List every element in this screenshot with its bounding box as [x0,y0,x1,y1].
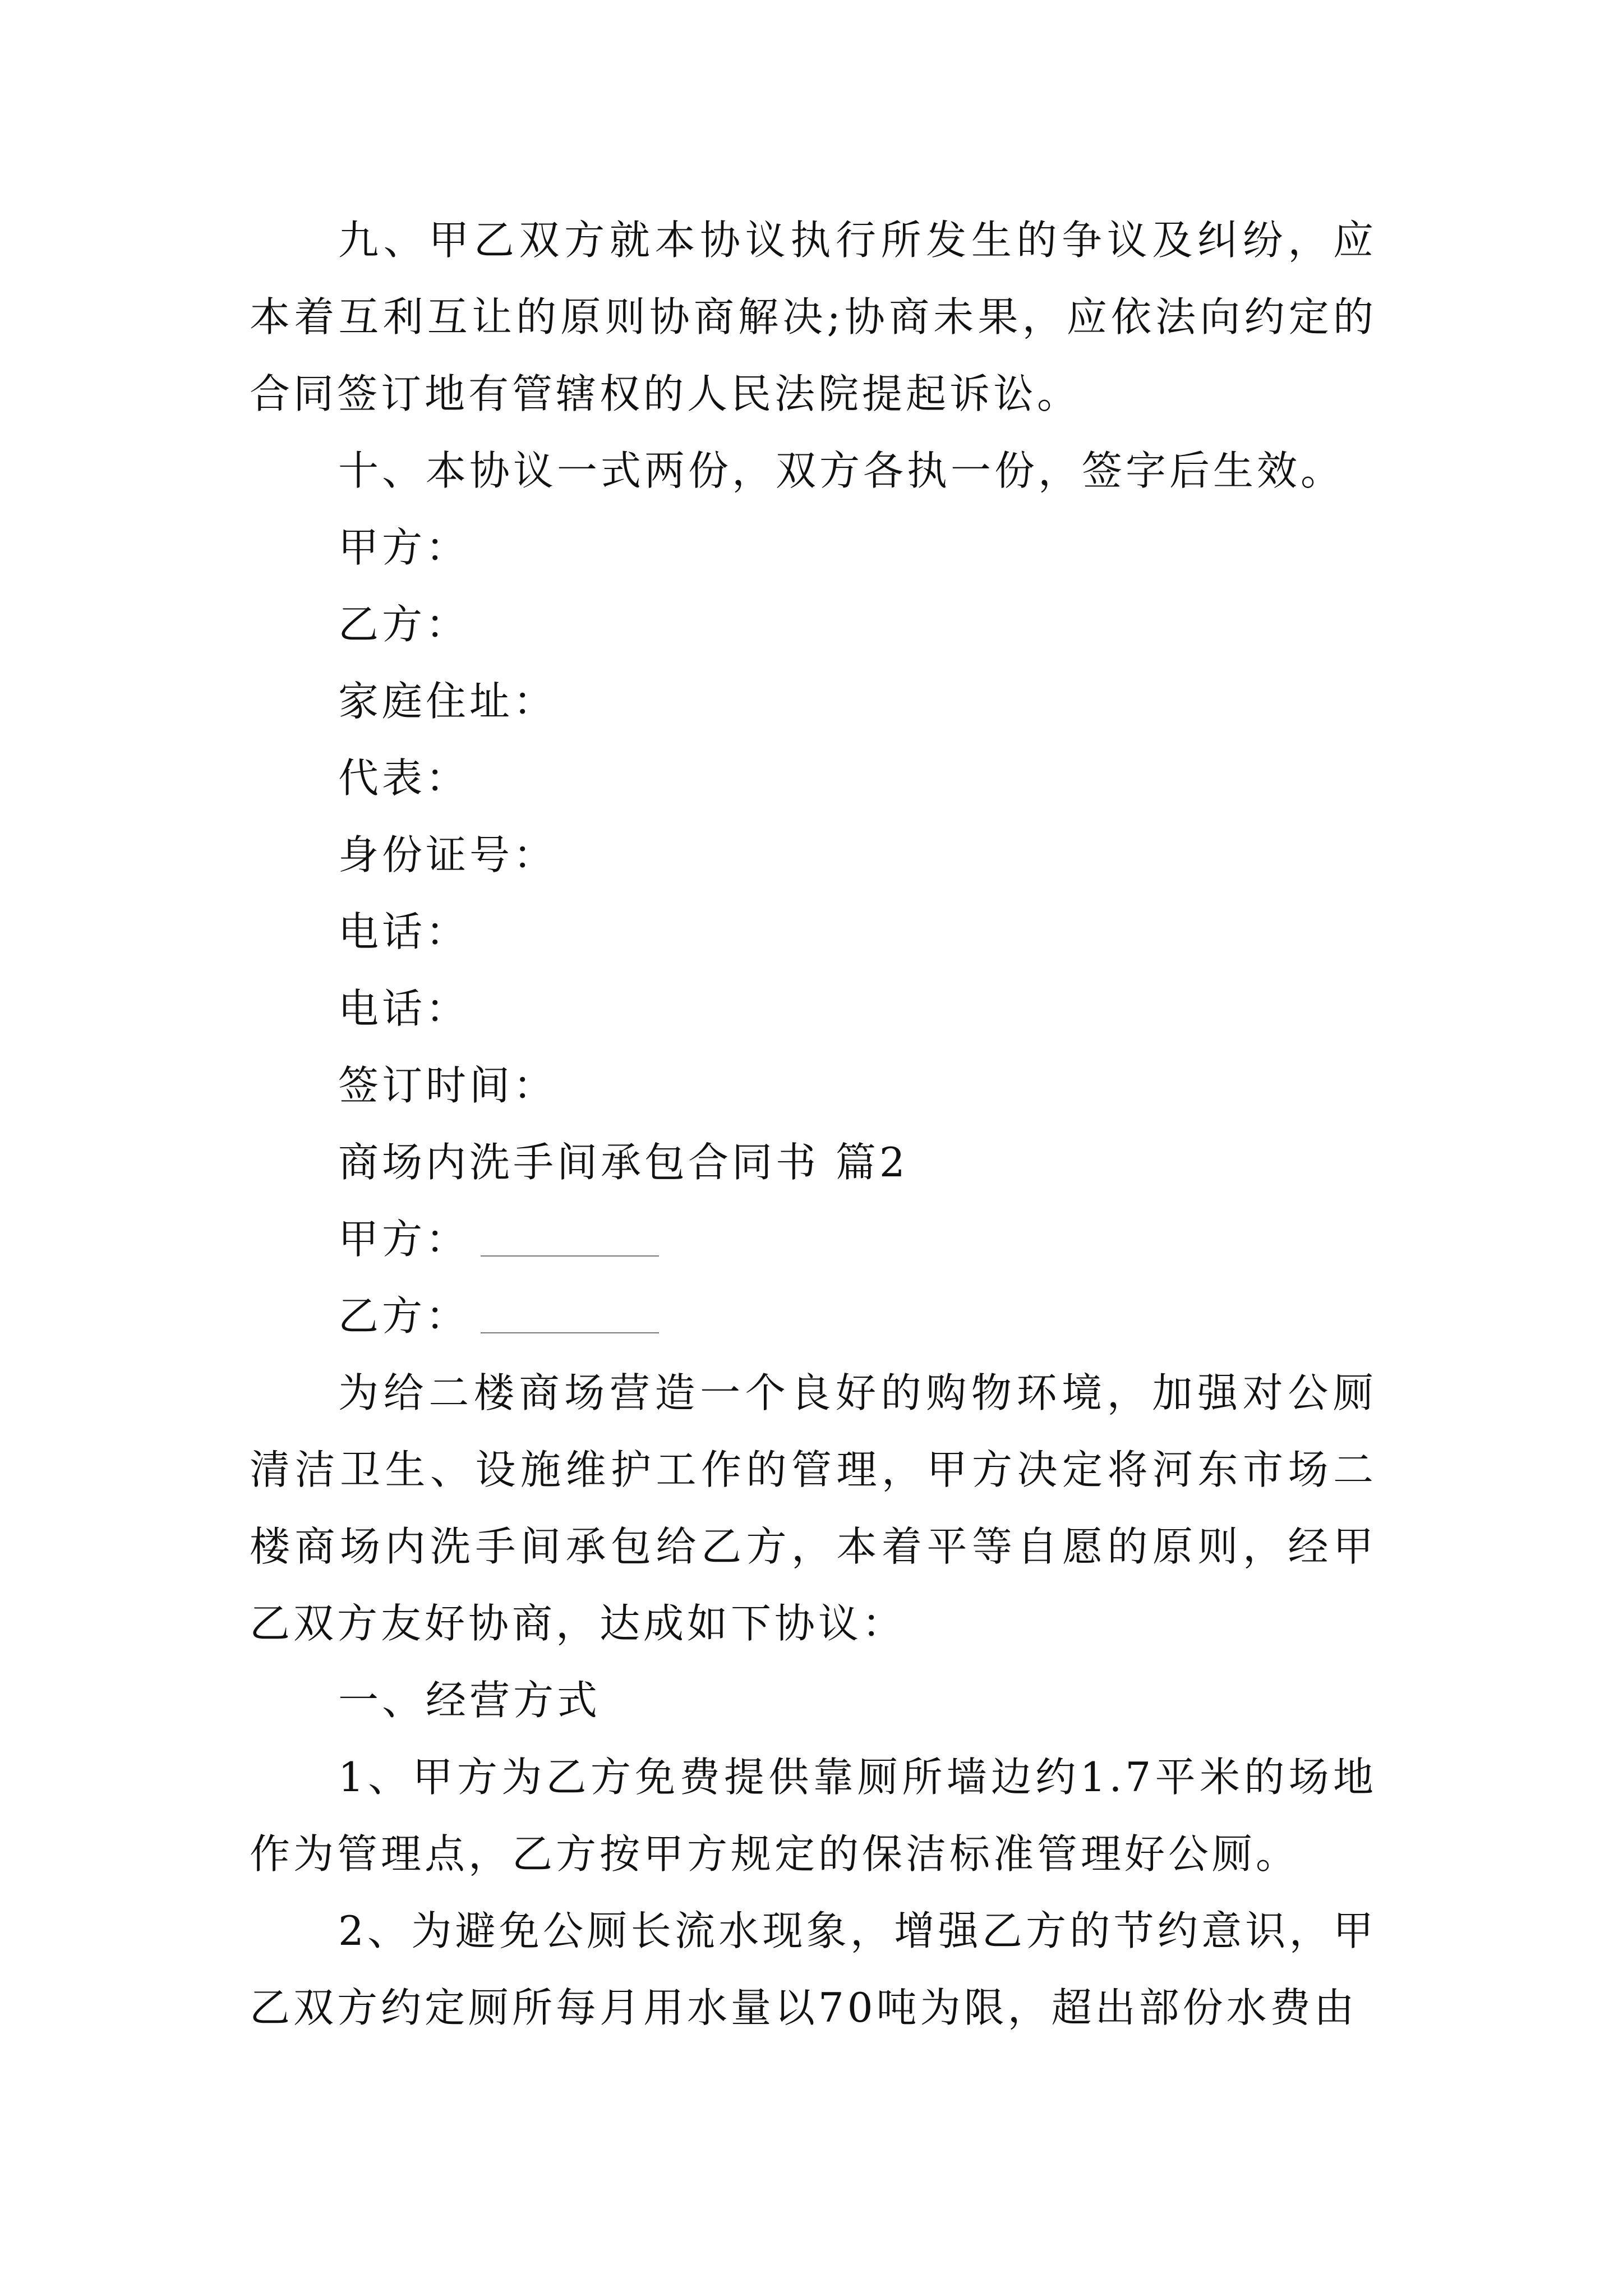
clause-1-paragraph: 1、甲方为乙方免费提供靠厕所墙边约1.7平米的场地作为管理点，乙方按甲方规定的保洁标准管理好公厕。 [250,1754,1377,1878]
party-a-label: 甲方： [338,524,470,571]
phone-label-2: 电话： [338,985,470,1032]
party-a-line [250,1201,1377,1278]
sign-time-label: 签订时间： [338,1062,557,1109]
clause-9-paragraph: 九、甲乙双方就本协议执行所发生的争议及纠纷，应本着互利互让的原则协商解决;协商未果，应依法向约定的合同签订地有管辖权的人民法院提起诉讼。 [250,217,1377,417]
section-title-2: 商场内洗手间承包合同书 篇2 [338,1139,909,1186]
phone-label-1: 电话： [338,908,470,955]
party-a-blank-line [481,1222,659,1257]
party-a-2-label: 甲方： [338,1216,470,1263]
document-body [250,202,1377,2046]
home-address-label: 家庭住址： [338,678,557,725]
section-1-heading: 一、经营方式 [338,1677,601,1724]
intro-paragraph: 为给二楼商场营造一个良好的购物环境，加强对公厕清洁卫生、设施维护工作的管理，甲方决定将河东市场二楼商场内洗手间承包给乙方，本着平等自愿的原则，经甲乙双方友好协商，达成如下协议： [250,1369,1377,1647]
party-b-line [250,1278,1377,1355]
party-b-2-label: 乙方： [338,1292,470,1340]
party-b-blank-line [481,1299,659,1333]
party-b-label: 乙方： [338,601,470,648]
id-number-label: 身份证号： [338,831,557,878]
clause-10-paragraph: 十、本协议一式两份，双方各执一份，签字后生效。 [338,447,1345,494]
representative-label: 代表： [338,754,470,802]
clause-2-paragraph: 2、为避免公厕长流水现象，增强乙方的节约意识，甲乙双方约定厕所每月用水量以70吨为限，超出部份水费由 [250,1907,1377,2031]
